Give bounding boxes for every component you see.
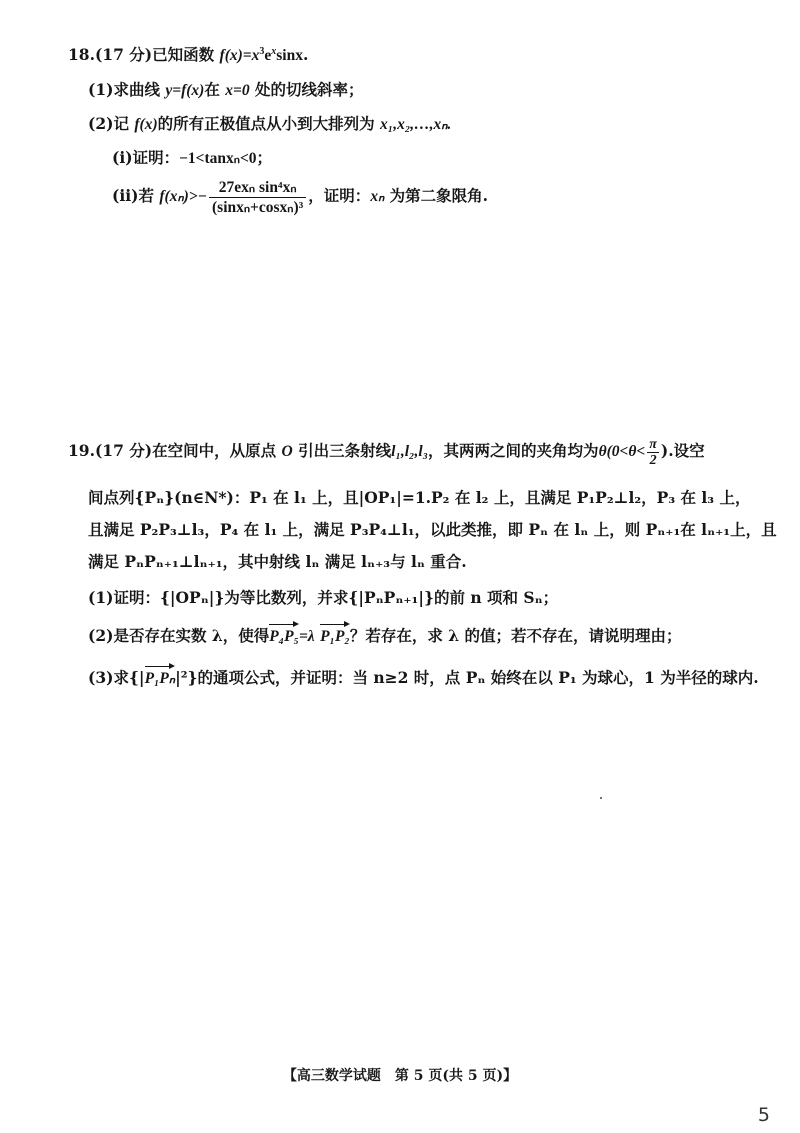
q19-part2-equals: =λ <box>298 628 315 645</box>
page-number: 5 <box>757 1104 770 1126</box>
page-footer: 【高三数学试题 第 5 页(共 5 页)】 <box>282 1068 518 1084</box>
q18-part1-text-a: 求曲线 <box>113 80 160 99</box>
q19-theta: θ(0<θ< <box>598 443 646 460</box>
fraction-numerator: 27exₙ sin⁴xₙ <box>209 178 306 198</box>
stray-dot <box>600 797 602 799</box>
q18-part2 <box>88 114 451 135</box>
q18-part1-text-c: 处的切线斜率； <box>255 80 364 99</box>
q19-part2-vector-p4p5: P₄P₅ <box>269 623 299 647</box>
q18-part2-ii-label: (ii) <box>112 186 139 205</box>
q18-part1-label: (1) <box>88 80 114 99</box>
q18-part2-i-math: −1<tanxₙ<0； <box>179 150 273 167</box>
q19-part3-text-b: |²}的通项公式，并证明：当 n≥2 时，点 Pₙ 始终在以 P₁ 为球心，1 为半径的球内. <box>175 668 759 687</box>
q18-part1-text-b: 在 <box>204 80 220 99</box>
q19-part2-text-a: (2)是否存在实数 λ，使得 <box>88 626 270 645</box>
q19-part3 <box>88 665 759 689</box>
q18-part2-i-label: (i) <box>112 148 133 167</box>
q19-text-c: ，其两两之间的夹角均为 <box>428 441 599 460</box>
q18-function-x: x <box>251 47 260 64</box>
q19-part2 <box>88 623 682 647</box>
q18-period: . <box>302 45 309 64</box>
q18-part2-i-text: 证明： <box>132 148 180 167</box>
q19-number: 19. <box>68 441 95 460</box>
q18-part2-list: x₁,x₂,…,xₙ. <box>380 116 452 133</box>
q19-origin: O <box>281 443 293 460</box>
q19-text-b: 引出三条射线 <box>298 441 392 460</box>
q18-part2-ii-text-a: 若 <box>138 186 154 205</box>
fraction-numerator: π <box>649 436 657 452</box>
q19-line-1 <box>68 432 705 471</box>
q19-part3-vector-p1pn: P₁Pₙ <box>145 665 176 689</box>
q19-score: (17 分) <box>94 441 153 460</box>
q18-score: (17 分) <box>94 45 153 64</box>
q18-part2-ii-fraction <box>209 178 306 217</box>
q18-part1-curve: y=f(x) <box>165 82 205 99</box>
q18-function-e: e <box>264 47 272 64</box>
q19-line-2: 间点列{Pₙ}(n∈N*)：P₁ 在 l₁ 上，且|OP₁|=1.P₂ 在 l₂ 上，且满足 P₁P₂⊥l₂，P₃ 在 l₃ 上， <box>88 488 751 507</box>
q18-part2-label: (2) <box>88 114 114 133</box>
q18-part2-ii-text-c: 为第二象限角. <box>389 186 489 205</box>
q18-number: 18. <box>68 45 95 64</box>
fraction-denominator: (sinxₙ+cosxₙ)³ <box>212 198 304 216</box>
q18-part2-text-a: 记 <box>113 114 129 133</box>
q18-line-1 <box>68 45 308 66</box>
q18-function-exp3: 3 <box>259 45 265 57</box>
q18-part2-ii <box>112 176 488 217</box>
q19-line-3: 且满足 P₂P₃⊥l₃，P₄ 在 l₁ 上，满足 P₃P₄⊥l₁，以此类推，即 Pₙ 在 lₙ 上，则 Pₙ₊₁在 lₙ₊₁上，且 <box>88 520 777 539</box>
q18-part2-ii-xn: xₙ <box>370 188 385 205</box>
q19-rays: l₁,l₂,l₃ <box>391 443 429 460</box>
q18-part1 <box>88 80 364 101</box>
fraction-denominator: 2 <box>649 452 657 468</box>
q18-function-expx: x <box>271 45 277 57</box>
q18-function-lhs: f(x)= <box>219 47 252 64</box>
q18-part1-point: x=0 <box>225 82 250 99</box>
q18-intro: 已知函数 <box>152 45 215 64</box>
q18-function-sin: sinx <box>276 47 303 64</box>
q19-part3-text-a: (3)求{| <box>88 668 145 687</box>
q19-text-a: 在空间中，从原点 <box>152 441 277 460</box>
q19-part2-vector-p1p2: P₁P₂ <box>320 623 350 647</box>
q18-part2-fx: f(x) <box>134 116 158 133</box>
q18-part2-i <box>112 148 272 169</box>
q18-part2-ii-lhs: f(xₙ)>− <box>159 188 208 205</box>
q18-part2-text-b: 的所有正极值点从小到大排列为 <box>157 114 375 133</box>
q19-line-4: 满足 PₙPₙ₊₁⊥lₙ₊₁，其中射线 lₙ 满足 lₙ₊₃与 lₙ 重合. <box>88 552 467 571</box>
q19-pi-over-2 <box>647 437 659 468</box>
q18-part2-ii-text-b: ，证明： <box>308 186 371 205</box>
q19-part1: (1)证明：{|OPₙ|}为等比数列，并求{|PₙPₙ₊₁|}的前 n 项和 Sₙ； <box>88 588 559 607</box>
q19-part2-text-b: ？若存在，求 λ 的值；若不存在，请说明理由； <box>349 626 682 645</box>
q19-text-d: ).设空 <box>660 441 705 460</box>
